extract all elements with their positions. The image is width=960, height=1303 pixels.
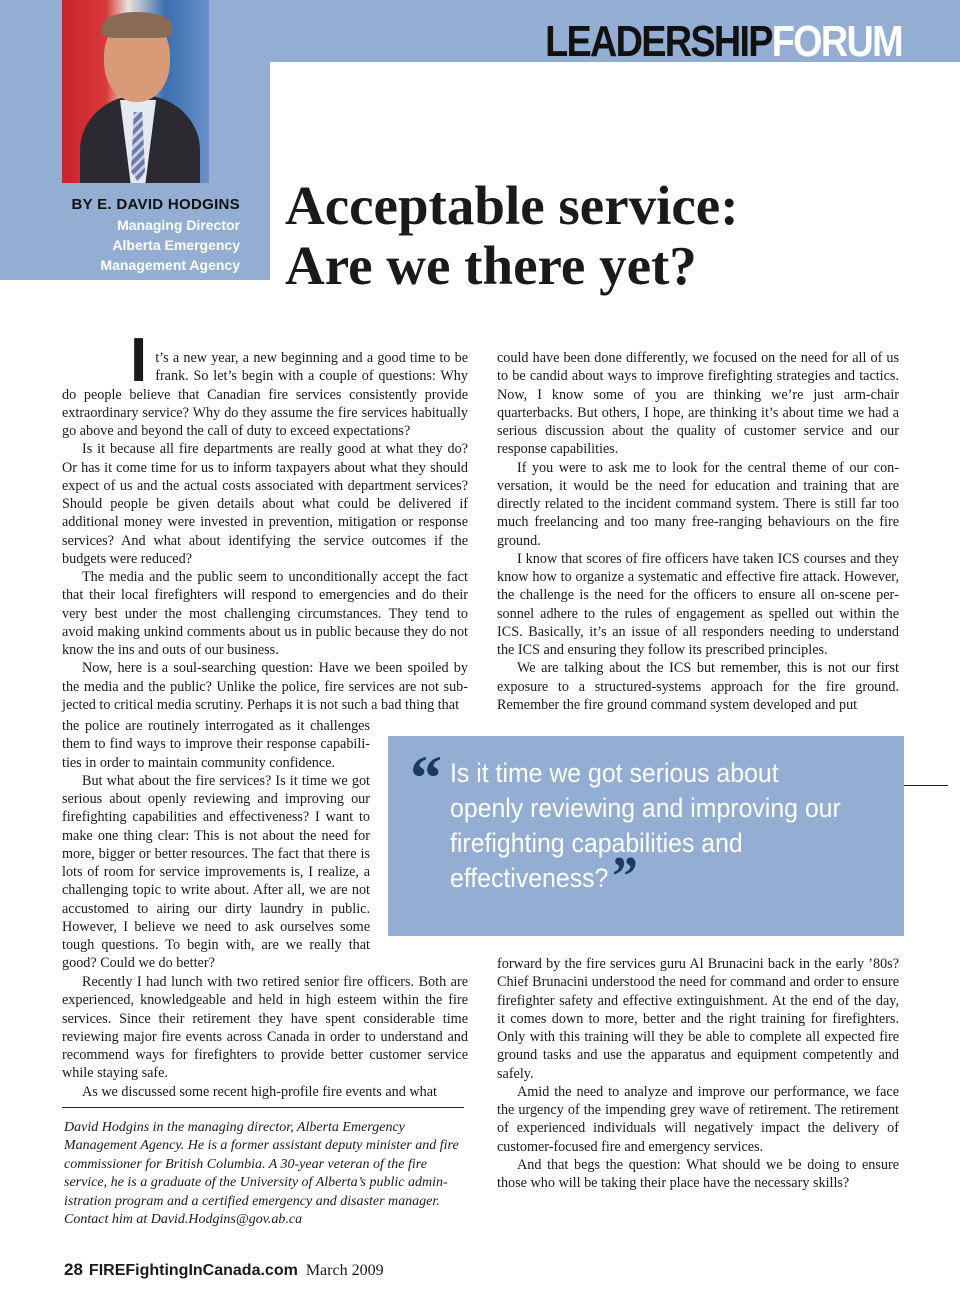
section-masthead [545,17,902,66]
article-paragraph: could have been done differently, we focused on the need for all of us to be candid about ways to improve firefighting strategies and tactics. Now, I know some of you are thinking we’re just arm-chair quarterbacks. But others, I hope, are thinking it’s about time we had a serious discussion about the quality of customer service and our response capabilities. [497,350,899,458]
article-paragraph: Is it because all fire departments are really good at what they do? Or has it come time for us to inform taxpayers about what they should expect of us and the actual costs associated with department services? Should people be given details about what could be delivered if additional money were invested in prevention, mitigation or response services? And what about identifying the service outcomes if the budgets were reduced? [62,441,468,567]
issue-date: March 2009 [305,1262,384,1279]
article-paragraph: I know that scores of fire officers have taken ICS courses and they know how to organize a systematic and effective fire attack. However, the challenge is the need for the officers to ensure all on-scene personnel adhere to the rules of engagement as spelled out within the ICS. Basically, it’s an issue of all responders needing to understand the ICS and ensuring they follow its prescribed principles. [497,550,899,658]
article-paragraph: Recently I had lunch with two retired senior fire officers. Both are experienced, knowledgeable and held in high esteem within the fire services. Since their retirement they have spent considerable time reviewing major fire events across Canada in order to understand and recommend ways for firefighters to provide better customer service while staying safe. [62,974,468,1082]
drop-cap: I [130,326,148,395]
open-quote-mark: “ [410,742,442,813]
article-paragraph: And that begs the question: What should we be doing to ensure those who will be taking their place have the necessary skills? [497,1156,899,1191]
article-paragraph: The media and the public seem to unconditionally accept the fact that their local firefighters will respond to emergencies and do their very best under the most challenging circumstances. They tend to avoid making unkind comments about us in public because they do not know the ins and outs of our business. [62,569,468,658]
article-paragraph: But what about the fire services? Is it time we got serious about openly reviewing and improving our firefighting capabilities and effectiveness? I want to make one thing clear: This is not about the need for more, bigger or better resources. The fact that there is lots of room for service improvements is, I realize, a challenging topic to write about. After all, we are not accustomed to airing our dirty laundry in public. However, I believe we need to ask ourselves some tough questions. To begin with, are we really that good? Could we do better? [62,772,370,972]
article-column-left-narrow [62,717,370,973]
article-paragraph: the police are routinely interrogated as it challenges them to find ways to improve their response capabilities in order to maintain community confidence. [62,718,370,771]
paragraph-text: t’s a new year, a new beginning and a good time to be frank. So let’s begin with a couple of questions: Why do people believe that Canadian fire services consistently provide extraordinary service? Why do they assume the fire services habitually go above and beyond the call of duty to exceed expectations? [62,350,468,439]
author-role-line: Managing Director [117,217,240,233]
page-footer [64,1260,384,1280]
headline-line: Acceptable service: [285,175,739,236]
site-link[interactable]: FIREFightingInCanada.com [88,1262,298,1279]
author-role-line: Alberta Emergency [112,237,240,253]
masthead-leadership: LEADERSHIP [545,17,772,66]
article-column-left-lower [62,973,468,1101]
article-paragraph: As we discussed some recent high-profile fire events and what [82,1083,437,1100]
byline [40,196,240,275]
pull-quote-text-block [450,756,855,908]
article-paragraph: Now, here is a soul-searching question: Have we been spoiled by the media and the public? Unlike the police, fire services are not subjected to critical media scrutiny. Perhaps it is not such a bad thing that [62,660,468,713]
page-number: 28 [64,1260,83,1279]
author-role [40,215,240,275]
pull-quote [388,736,904,936]
author-role-line: Management Agency [100,257,240,273]
close-quote-mark: ” [612,846,638,908]
bio-divider [62,1107,464,1108]
author-name: BY E. DAVID HODGINS [71,196,240,213]
article-paragraph: forward by the fire services guru Al Brunacini back in the early ’80s? Chief Brunacini understood the need for command and order to ensure firefighter safety and effective extinguishment. At the end of the day, it comes down to more, better and the right training for firefighters. Only with this training will they be able to complete all expected fire ground tasks and use the apparatus and equipment competently and safely. [497,956,899,1082]
article-column-right-upper [497,349,899,714]
article-paragraph [62,326,468,440]
pull-quote-text: Is it time we got serious about openly reviewing and improving our firefighting capabilities and effectiveness? [450,758,841,893]
masthead-forum: FORUM [771,17,902,66]
headline-line: Are we there yet? [285,235,697,296]
article-paragraph: Amid the need to analyze and improve our performance, we face the urgency of the impending grey wave of retirement. The retirement of experienced individuals will negatively impact the delivery of customer-focused fire and emergency services. [497,1083,899,1155]
article-column-right-lower [497,955,899,1192]
article-paragraph: If you were to ask me to look for the central theme of our conversation, it would be the need for education and training that are directly related to the incident command system. There is still far too much freelancing and too many free-ranging behaviours on the fire ground. [497,459,899,549]
article-column-left-upper [62,326,468,714]
author-photo [62,0,209,183]
pull-quote-rule [904,785,948,786]
article-headline [285,176,739,296]
author-bio: David Hodgins in the managing director, Alberta Emergency Management Agency. He is a former assistant deputy minister and fire commissioner for British Columbia. A 30-year veteran of the fire service, he is a graduate of the University of Alberta’s public administration program and a certified emergency and disaster manager. Contact him at David.Hodgins@gov.ab.ca [64,1120,459,1228]
article-paragraph: We are talking about the ICS but remember, this is not our first exposure to a structured-systems approach for the fire ground. Remember the fire ground command system developed and put [497,660,899,713]
